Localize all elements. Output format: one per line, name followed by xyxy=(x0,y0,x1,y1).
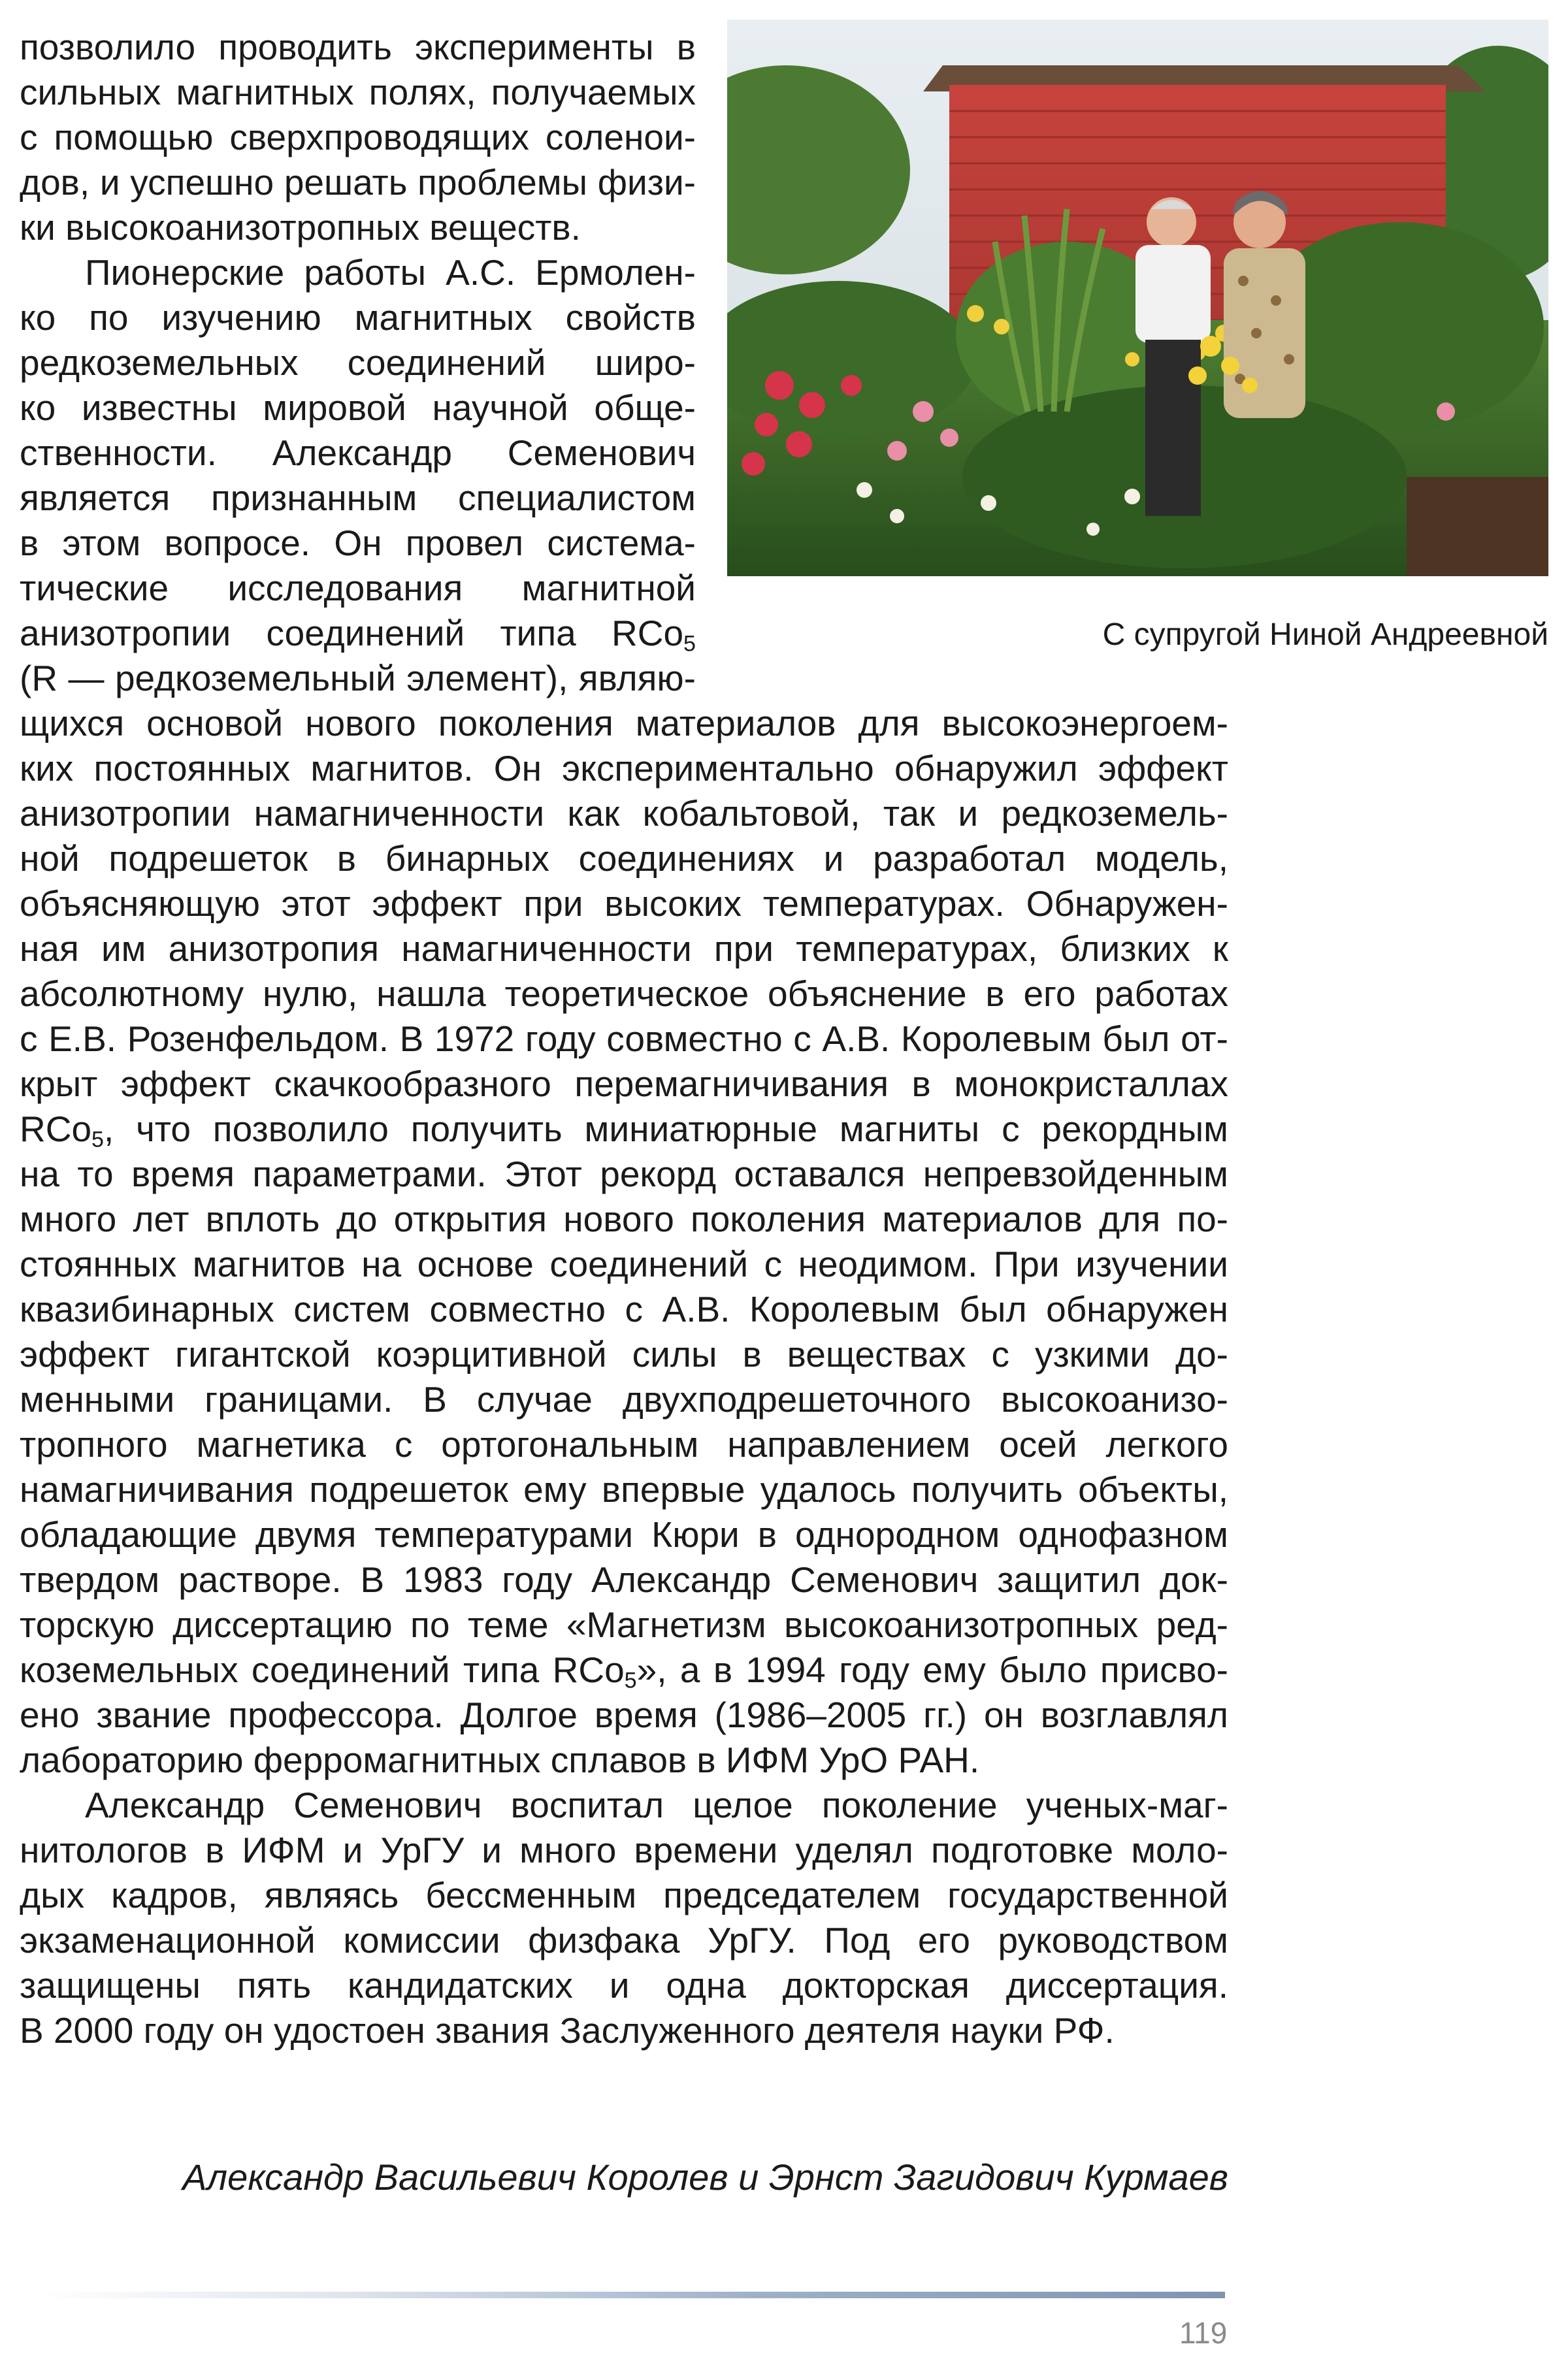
man-figure xyxy=(1135,197,1211,516)
text-line: анизотропии намагниченности как кобальтовой, так и редкоземель- xyxy=(20,793,1228,834)
text-line: намагничивания подрешеток ему впервые удалось получить объекты, xyxy=(20,1469,1228,1510)
text-line: лабораторию ферромагнитных сплавов в ИФМ УрО РАН. xyxy=(20,1740,980,1780)
text-segment: RCo xyxy=(20,1109,92,1149)
text-line: твердом растворе. В 1983 году Александр Семенович защитил док- xyxy=(20,1559,1228,1600)
text-line: квазибинарных систем совместно с А.В. Королевым был обнаружен xyxy=(20,1289,1228,1329)
page-number: 119 xyxy=(1179,2316,1228,2350)
garden-photo-illustration xyxy=(727,20,1548,576)
text-line: ких постоянных магнитов. Он экспериментально обнаружил эффект xyxy=(20,748,1228,789)
text-line: В 2000 году он удостоен звания Заслуженного деятеля науки РФ. xyxy=(20,2010,1115,2051)
text-segment: коземельных соединений типа RCo xyxy=(20,1650,625,1690)
subscript: 5 xyxy=(91,1127,104,1152)
text-line: редкоземельных соединений широ- xyxy=(20,342,696,383)
text-segment: , что позволило получить миниатюрные магниты с рекордным xyxy=(103,1109,1228,1149)
text-line: ственности. Александр Семенович xyxy=(20,432,696,473)
photo-couple-in-garden xyxy=(727,20,1548,576)
text-line: дов, и успешно решать проблемы физи- xyxy=(20,162,696,203)
text-line: (R — редкоземельный элемент), являю- xyxy=(20,658,696,698)
text-line: ено звание профессора. Долгое время (1986–2005 гг.) он возглавлял xyxy=(20,1695,1228,1735)
text-line: эффект гигантской коэрцитивной силы в веществах с узкими до- xyxy=(20,1334,1228,1375)
text-line: Пионерские работы А.С. Ермолен- xyxy=(85,252,696,293)
text-line: тические исследования магнитной xyxy=(20,568,696,608)
text-line: с Е.В. Розенфельдом. В 1972 году совместно с А.В. Королевым был от- xyxy=(20,1018,1228,1059)
text-line xyxy=(20,1648,1228,1693)
text-line: с помощью сверхпроводящих соленои- xyxy=(20,117,696,157)
text-line: в этом вопросе. Он провел системa- xyxy=(20,523,696,563)
text-line: позволило проводить эксперименты в xyxy=(20,27,696,67)
text-line: защищены пять кандидатских и одна докторская диссертация. xyxy=(20,1965,1228,2006)
text-line: Александр Семенович воспитал целое поколение ученых-маг- xyxy=(85,1785,1228,1825)
subscript: 5 xyxy=(683,631,696,657)
text-line xyxy=(20,611,696,656)
text-line: стоянных магнитов на основе соединений с неодимом. При изучении xyxy=(20,1244,1228,1284)
text-line: много лет вплоть до открытия нового поколения материалов для по- xyxy=(20,1199,1228,1239)
text-line: ная им анизотропия намагниченности при температурах, близких к xyxy=(20,928,1228,969)
text-line: сильных магнитных полях, получаемых xyxy=(20,72,696,112)
text-line: ной подрешеток в бинарных соединениях и разработал модель, xyxy=(20,838,1228,879)
text-line xyxy=(20,1107,1228,1152)
text-line: щихся основой нового поколения материалов для высокоэнергоем- xyxy=(20,703,1228,743)
text-line: дых кадров, являясь бессменным председателем государственной xyxy=(20,1875,1228,1915)
text-line: ки высокоанизотропных веществ. xyxy=(20,207,581,248)
text-line: на то время параметрами. Этот рекорд оставался непревзойденным xyxy=(20,1154,1228,1194)
text-line: крыт эффект скачкообразного перемагничивания в монокристаллах xyxy=(20,1064,1228,1104)
text-line: ко известны мировой научной обще- xyxy=(20,387,696,428)
text-line: обладающие двумя температурами Кюри в однородном однофазном xyxy=(20,1514,1228,1555)
text-line: является признанным специалистом xyxy=(20,478,696,518)
text-line: абсолютному нулю, нашла теоретическое объяснение в его работах xyxy=(20,973,1228,1014)
text-line: ко по изучению магнитных свойств xyxy=(20,297,696,338)
photo-caption: С супругой Ниной Андреевной xyxy=(1102,617,1548,652)
text-line: экзаменационной комиссии физфака УрГУ. Под его руководством xyxy=(20,1920,1228,1960)
text-line: тропного магнетика с ортогональным направлением осей легкого xyxy=(20,1424,1228,1465)
text-segment: анизотропии соединений типа RCo xyxy=(20,613,684,653)
text-line: объясняющую этот эффект при высоких температурах. Обнаружен- xyxy=(20,883,1228,924)
text-segment: », а в 1994 году ему было присво- xyxy=(636,1650,1228,1690)
article-authors: Александр Васильевич Королев и Эрнст Загидович Курмаев xyxy=(182,2156,1228,2198)
text-line: нитологов в ИФМ и УрГУ и много времени уделял подготовке моло- xyxy=(20,1830,1228,1870)
text-line: торскую диссертацию по теме «Магнетизм высокоанизотропных ред- xyxy=(20,1604,1228,1645)
footer-divider xyxy=(39,2292,1225,2298)
subscript: 5 xyxy=(624,1668,637,1693)
text-line: менными границами. В случае двухподрешеточного высокоанизо- xyxy=(20,1379,1228,1420)
